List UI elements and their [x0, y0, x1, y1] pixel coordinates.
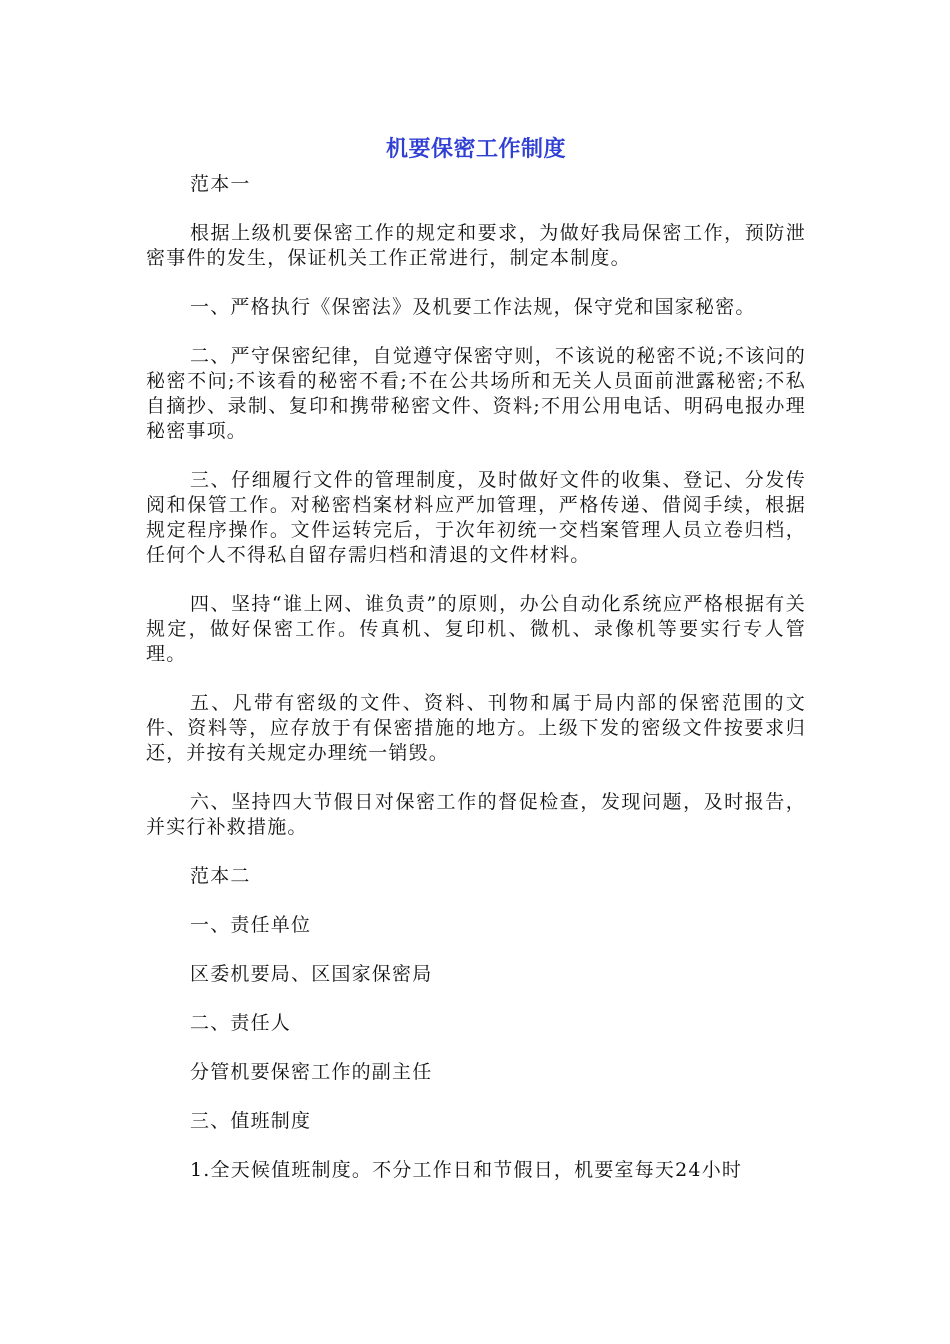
document-page — [146, 134, 806, 1207]
paragraph-rule-2: 二、严守保密纪律，自觉遵守保密守则，不该说的秘密不说;不该问的秘密不问;不该看的秘密不看;不在公共场所和无关人员面前泄露秘密;不私自摘抄、录制、复印和携带秘密文件、资料;不用公用电话、明码电报办理秘密事项。 — [146, 345, 806, 442]
paragraph-template-one-label: 范本一 — [190, 173, 251, 195]
paragraph-rule-6: 六、坚持四大节假日对保密工作的督促检查，发现问题，及时报告，并实行补救措施。 — [146, 791, 806, 838]
document-title: 机要保密工作制度 — [385, 137, 566, 162]
paragraph-section-3-heading: 三、值班制度 — [190, 1110, 312, 1132]
paragraph-intro: 根据上级机要保密工作的规定和要求，为做好我局保密工作，预防泄密事件的发生，保证机关工作正常进行，制定本制度。 — [146, 222, 806, 269]
paragraph-rule-5: 五、凡带有密级的文件、资料、刊物和属于局内部的保密范围的文件、资料等，应存放于有保密措施的地方。上级下发的密级文件按要求归还，并按有关规定办理统一销毁。 — [146, 692, 806, 764]
paragraph-section-3-item-1: 1.全天候值班制度。不分工作日和节假日，机要室每天24小时 — [190, 1159, 743, 1181]
paragraph-section-2-body: 分管机要保密工作的副主任 — [190, 1061, 433, 1083]
paragraph-section-2-heading: 二、责任人 — [190, 1012, 292, 1034]
paragraph-rule-1: 一、严格执行《保密法》及机要工作法规，保守党和国家秘密。 — [190, 296, 756, 318]
paragraph-rule-3: 三、仔细履行文件的管理制度，及时做好文件的收集、登记、分发传阅和保管工作。对秘密档案材料应严加管理，严格传递、借阅手续，根据规定程序操作。文件运转完后，于次年初统一交档案管理人员立卷归档，任何个人不得私自留存需归档和清退的文件材料。 — [146, 469, 806, 566]
paragraph-template-two-label: 范本二 — [190, 865, 251, 887]
paragraph-section-1-body: 区委机要局、区国家保密局 — [190, 963, 433, 985]
paragraph-rule-4: 四、坚持“谁上网、谁负责”的原则，办公自动化系统应严格根据有关规定，做好保密工作。传真机、复印机、微机、录像机等要实行专人管理。 — [146, 593, 806, 665]
paragraph-section-1-heading: 一、责任单位 — [190, 914, 312, 936]
